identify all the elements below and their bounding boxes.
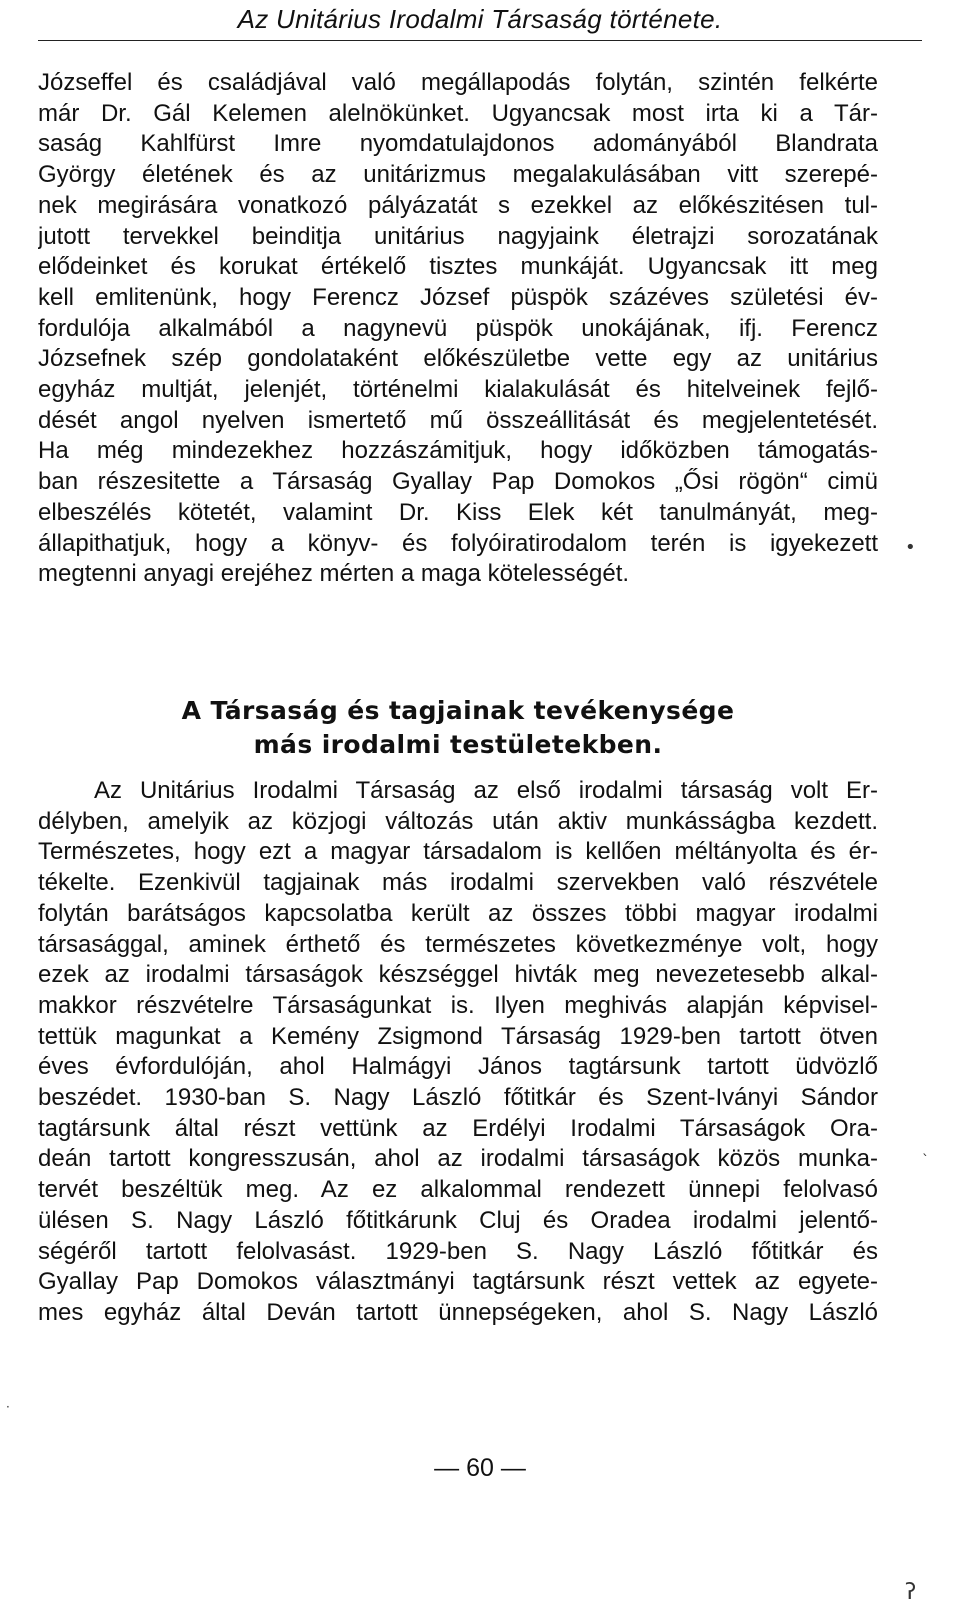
section-heading-line: A Társaság és tagjainak tevékenysége <box>181 696 735 725</box>
text-line: nek megirására vonatkozó pályázatát s ezekkel az előkészitésen tul- <box>38 191 878 219</box>
paragraph-1 <box>38 68 878 590</box>
text-line: Józseffel és családjával való megállapodás folytán, szintén felkérte <box>38 69 878 96</box>
text-line: beszédet. 1930-ban S. Nagy László főtitkár és Szent-Iványi Sándor <box>38 1084 878 1112</box>
text-line: saság Kahlfürst Imre nyomdatulajdonos adományából Blandrata <box>38 130 878 158</box>
text-line: folytán barátságos kapcsolatba került az összes többi magyar irodalmi <box>38 899 878 927</box>
text-line: állapithatjuk, hogy a könyv- és folyóiratirodalom terén is igyekezett <box>38 529 878 557</box>
text-line: ségéről tartott felolvasást. 1929-ben S. Nagy László főtitkár és <box>38 1237 878 1265</box>
text-line: tékelte. Ezenkivül tagjainak más irodalmi szervekben való részvétele <box>38 869 878 897</box>
page-number: — 60 — <box>434 1454 526 1482</box>
text-line: makkor részvételre Társaságunkat is. Ilyen meghivás alapján képvisel- <box>38 991 878 1019</box>
text-line: elbeszélés kötetét, valamint Dr. Kiss Elek két tanulmányát, meg- <box>38 498 878 526</box>
text-line: mes egyház által Deván tartott ünnepségeken, ahol S. Nagy László <box>38 1298 878 1326</box>
corner-mark: ʔ <box>905 1580 917 1605</box>
margin-tick-mark: ˋ <box>922 1153 929 1169</box>
text-line: ban részesitette a Társaság Gyallay Pap Domokos „Ősi rögön“ cimü <box>38 468 878 496</box>
running-head <box>38 2 922 41</box>
text-line: jutott tervekkel beinditja unitárius nagyjaink életrajzi sorozatának <box>38 222 878 250</box>
paragraph-2 <box>38 776 878 1329</box>
text-line: tagtársunk által részt vettünk az Erdélyi Irodalmi Társaságok Ora- <box>38 1114 878 1142</box>
text-line: Ha még mindezekhez hozzászámitjuk, hogy időközben támogatás- <box>38 437 878 465</box>
running-head-text: Az Unitárius Irodalmi Társaság története. <box>237 4 723 34</box>
text-line: György életének és az unitárizmus megalakulásában vitt szerepé- <box>38 161 878 189</box>
text-line: már Dr. Gál Kelemen alelnökünket. Ugyancsak most irta ki a Tár- <box>38 99 878 127</box>
text-line: tervét beszéltük meg. Az ez alkalommal rendezett ünnepi felolvasó <box>38 1176 878 1204</box>
text-line: társasággal, aminek érthető és természetes következménye volt, hogy <box>38 930 878 958</box>
text-line: elődeinket és korukat értékelő tisztes munkáját. Ugyancsak itt meg <box>38 253 878 281</box>
text-line: kell emlitenünk, hogy Ferencz József püspök százéves születési év- <box>38 283 878 311</box>
text-line: ülésen S. Nagy László főtitkárunk Cluj és Oradea irodalmi jelentő- <box>38 1206 878 1234</box>
text-line: délyben, amelyik az közjogi változás után aktiv munkásságba kezdett. <box>38 807 878 835</box>
text-line: tettük magunkat a Kemény Zsigmond Társaság 1929-ben tartott ötven <box>38 1022 878 1050</box>
text-line: fordulója alkalmából a nagynevü püspök unokájának, ifj. Ferencz <box>38 314 878 342</box>
text-line: dését angol nyelven ismertető mű összeállitását és megjelentetését. <box>38 406 878 434</box>
text-line: éves évfordulóján, ahol Halmágyi János tagtársunk tartott üdvözlő <box>38 1053 878 1081</box>
left-margin-mark: · <box>6 1400 10 1414</box>
text-line: megtenni anyagi erejéhez mérten a maga kötelességét. <box>38 560 630 588</box>
text-line: Józsefnek szép gondolataként előkészületbe vette egy az unitárius <box>38 345 878 373</box>
section-heading <box>38 694 878 762</box>
section-heading-line: más irodalmi testületekben. <box>253 730 663 759</box>
margin-dot-mark: • <box>905 537 916 558</box>
text-line: ezek az irodalmi társaságok készséggel hivták meg nevezetesebb alkal- <box>38 961 878 989</box>
text-line: egyház multját, jelenjét, történelmi kialakulását és hitelveinek fejlő- <box>38 376 878 404</box>
text-line: Gyallay Pap Domokos választmányi tagtársunk részt vettek az egyete- <box>38 1268 878 1296</box>
text-line: Természetes, hogy ezt a magyar társadalom is kellően méltányolta és ér- <box>38 838 878 866</box>
text-line: deán tartott kongresszusán, ahol az irodalmi társaságok közös munka- <box>38 1145 878 1173</box>
text-line: Az Unitárius Irodalmi Társaság az első irodalmi társaság volt Er- <box>94 777 878 804</box>
